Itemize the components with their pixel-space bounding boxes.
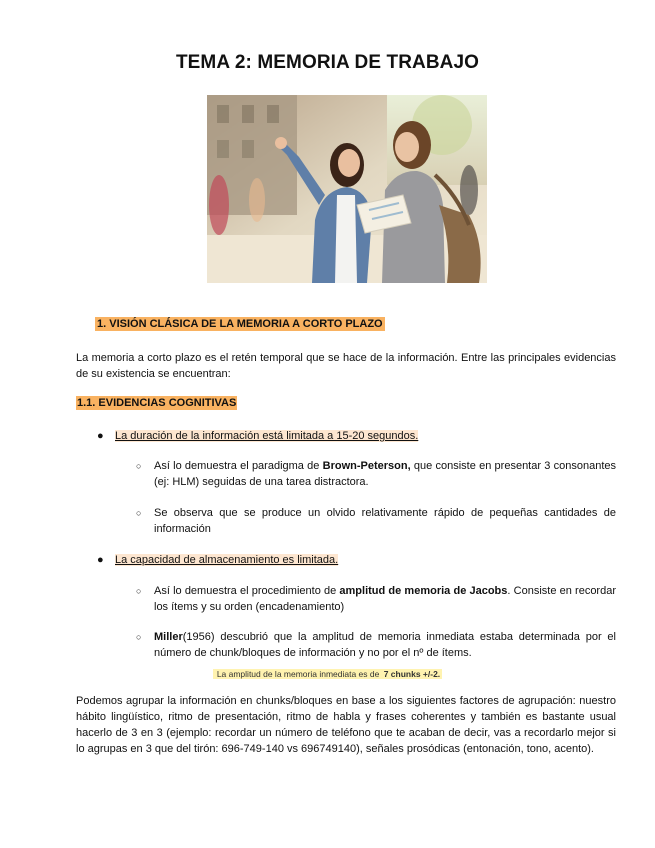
caption-note (0, 669, 655, 679)
circle-bullet-icon: ○ (136, 508, 142, 518)
text-fragment: Así lo demuestra el paradigma de (154, 460, 323, 472)
circle-bullet-icon: ○ (136, 586, 142, 596)
text-fragment: Así lo demuestra el procedimiento de (154, 585, 340, 597)
section-heading-1-text: 1. VISIÓN CLÁSICA DE LA MEMORIA A CORTO PLAZO (97, 318, 383, 330)
circle-bullet-icon: ○ (136, 632, 142, 642)
subbullet-miller-text (154, 629, 616, 661)
bullet-duration-text: La duración de la información está limitada a 15-20 segundos. (115, 430, 419, 442)
final-paragraph: Podemos agrupar la información en chunks/bloques en base a los siguientes factores de agrupación: nuestro hábito lingüístico, ritmo de presentación, ritmo de habla y frases coherentes y también es bastante usual hacerlo de 3 en 3 (ejemplo: recordar un número de teléfono que te acaban de decir, vas a recordarlo mejor si lo agrupas en 3 que del tirón: 696-749-140 vs 696749140), señales prosódicas (entonación, tono, acento). (76, 695, 616, 755)
subbullet-brown-peterson-text (154, 458, 616, 490)
text-fragment: . Consiste en recordar los ítems y su orden (encadenamiento) (154, 585, 616, 613)
section-heading-1 (95, 318, 385, 330)
subbullet-jacobs (136, 583, 616, 615)
subbullet-brown-peterson (136, 458, 616, 490)
intro-paragraph: La memoria a corto plazo es el retén temporal que se hace de la información. Entre las principales evidencias de su existencia se encuentran: (76, 352, 616, 380)
bullet-duration (97, 428, 418, 444)
caption-highlight (213, 669, 442, 679)
bold-term: 7 chunks +/-2. (383, 669, 441, 679)
page-title: TEMA 2: MEMORIA DE TRABAJO (175, 52, 480, 73)
bullet-icon: ● (97, 554, 104, 566)
bullet-icon: ● (97, 430, 104, 442)
subsection-heading-1-1-text: 1.1. EVIDENCIAS COGNITIVAS (77, 397, 237, 409)
bullet-capacity (97, 552, 338, 568)
photo-two-women-with-map (207, 95, 487, 283)
bold-term: Brown-Peterson, (322, 460, 411, 472)
text-fragment: que consiste en presentar 3 consonantes (ej: HLM) seguidas de una tarea distractora. (154, 460, 616, 488)
text-fragment: (1956) descubrió que la amplitud de memoria inmediata estaba determinada por el número de chunk/bloques de información y no por el nº de ítems. (154, 631, 616, 659)
subbullet-miller (136, 629, 616, 661)
circle-bullet-icon: ○ (136, 461, 142, 471)
bullet-capacity-text: La capacidad de almacenamiento es limitada. (115, 554, 339, 566)
bold-term: amplitud de memoria de Jacobs (339, 585, 508, 597)
subbullet-forgetting-text: Se observa que se produce un olvido relativamente rápido de pequeñas cantidades de información (154, 507, 616, 535)
subbullet-jacobs-text (154, 583, 616, 615)
text-fragment: La amplitud de la memoria inmediata es de (216, 669, 382, 679)
bold-term: Miller (154, 631, 183, 643)
subsection-heading-1-1 (76, 397, 237, 409)
subbullet-forgetting (136, 505, 616, 537)
